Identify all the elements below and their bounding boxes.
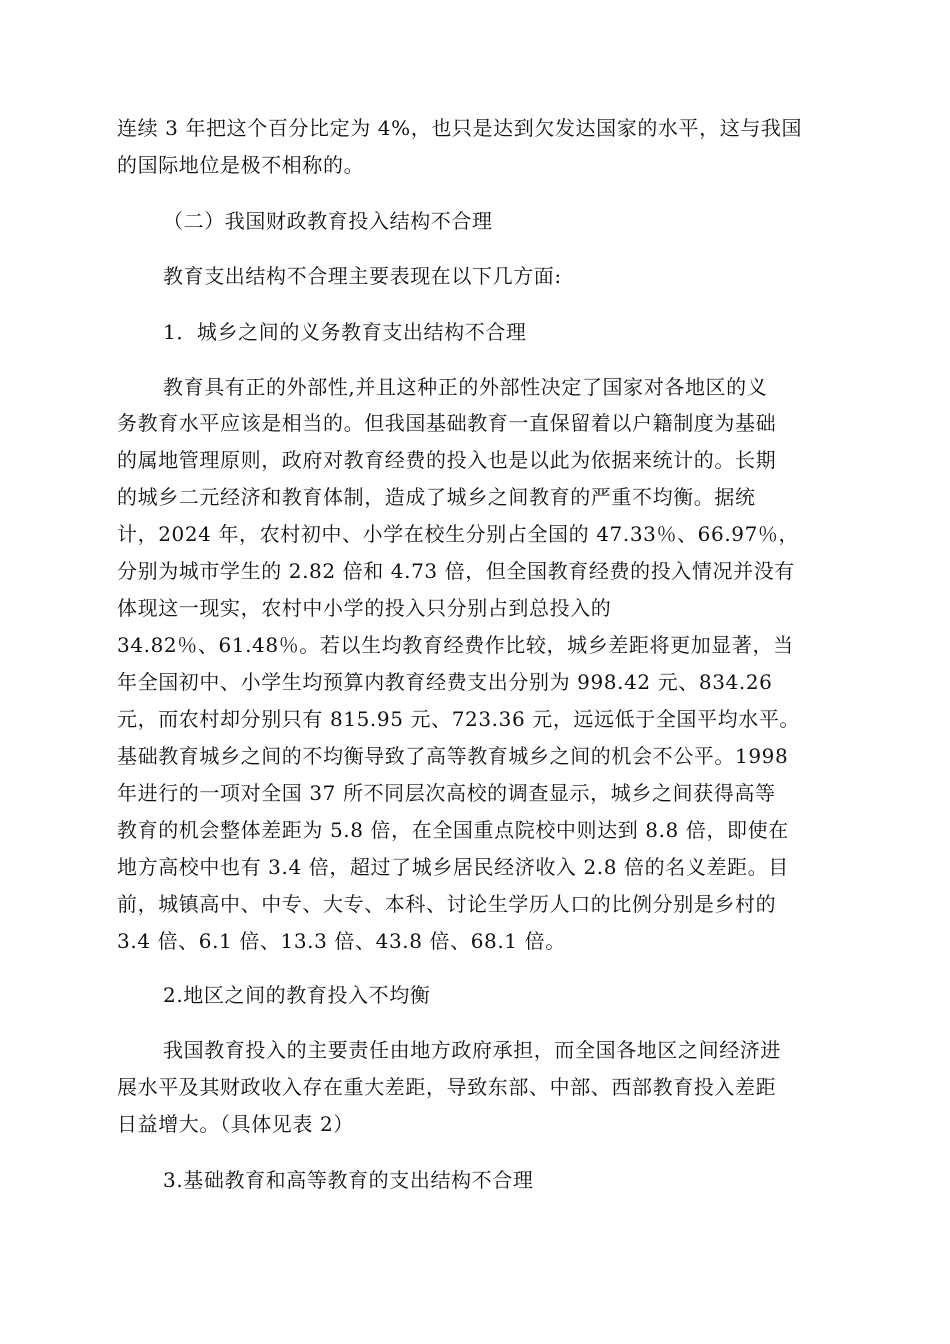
paragraph-line: 的属地管理原则，政府对教育经费的投入也是以此为依据来统计的。长期 xyxy=(117,448,777,472)
paragraph-line: 34.82％、61.48％。若以生均教育经费作比较，城乡差距将更加显著，当 xyxy=(117,633,794,657)
paragraph-line: 年进行的一项对全国 37 所不同层次高校的调查显示，城乡之间获得高等 xyxy=(117,781,776,805)
paragraph-line: 地方高校中也有 3.4 倍，超过了城乡居民经济收入 2.8 倍的名义差距。目 xyxy=(117,855,789,879)
paragraph-line: 教育的机会整体差距为 5.8 倍，在全国重点院校中则达到 8.8 倍，即使在 xyxy=(117,818,789,842)
subsection-heading: 2.地区之间的教育投入不均衡 xyxy=(163,983,431,1007)
paragraph-line: 教育支出结构不合理主要表现在以下几方面: xyxy=(163,264,562,288)
paragraph-line: 的城乡二元经济和教育体制，造成了城乡之间教育的严重不均衡。据统 xyxy=(117,485,756,509)
paragraph-line: 我国教育投入的主要责任由地方政府承担，而全国各地区之间经济进 xyxy=(163,1038,781,1062)
paragraph-line: 连续 3 年把这个百分比定为 4%，也只是达到欠发达国家的水平，这与我国 xyxy=(117,116,803,140)
subsection-heading: 1．城乡之间的义务教育支出结构不合理 xyxy=(163,320,527,344)
paragraph-line: 年全国初中、小学生均预算内教育经费支出分别为 998.42 元、834.26 xyxy=(117,670,773,694)
paragraph-line: 分别为城市学生的 2.82 倍和 4.73 倍，但全国教育经费的投入情况并没有 xyxy=(117,559,795,583)
paragraph-line: 务教育水平应该是相当的。但我国基础教育一直保留着以户籍制度为基础 xyxy=(117,411,777,435)
paragraph-line: 计，2024 年，农村初中、小学在校生分别占全国的 47.33％、66.97％， xyxy=(117,522,800,546)
paragraph-line: 教育具有正的外部性,并且这种正的外部性决定了国家对各地区的义 xyxy=(163,375,768,399)
paragraph-line: 3.4 倍、6.1 倍、13.3 倍、43.8 倍、68.1 倍。 xyxy=(117,929,566,953)
paragraph-line: 前，城镇高中、中专、大专、本科、讨论生学历人口的比例分别是乡村的 xyxy=(117,892,777,916)
paragraph-line: 体现这一现实，农村中小学的投入只分别占到总投入的 xyxy=(117,596,612,620)
paragraph-line: 基础教育城乡之间的不均衡导致了高等教育城乡之间的机会不公平。1998 xyxy=(117,744,789,768)
paragraph-line: 元，而农村却分别只有 815.95 元、723.36 元，远远低于全国平均水平。 xyxy=(117,707,801,731)
paragraph-line: 的国际地位是极不相称的。 xyxy=(117,153,365,177)
paragraph-line: 展水平及其财政收入存在重大差距，导致东部、中部、西部教育投入差距 xyxy=(117,1075,777,1099)
paragraph-line: 日益增大。（具体见表 2） xyxy=(117,1112,354,1136)
subsection-heading: 3.基础教育和高等教育的支出结构不合理 xyxy=(163,1168,534,1192)
section-heading: （二）我国财政教育投入结构不合理 xyxy=(163,209,493,233)
